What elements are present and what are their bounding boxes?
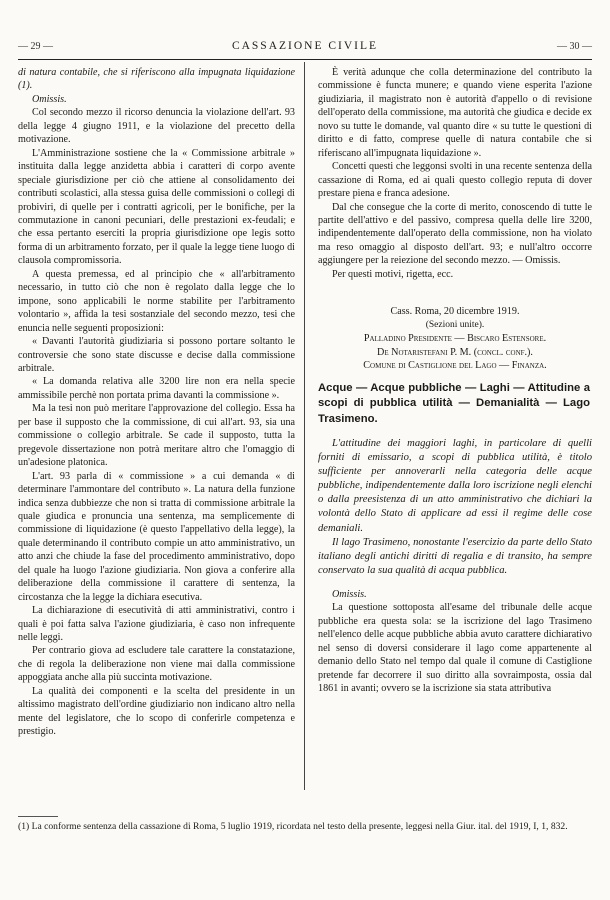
- running-title: CASSAZIONE CIVILE: [231, 40, 379, 52]
- headnote-title: Acque — Acque pubbliche — Laghi — Attitudine a scopi di pubblica utilità — Demanialità — Lago Trasimeno.: [318, 381, 590, 425]
- column-divider: [304, 62, 305, 790]
- paragraph: Col secondo mezzo il ricorso denuncia la violazione dell'art. 93 della legge 4 giugno 1911, e la violazione del precetto della motivazione.: [18, 107, 295, 146]
- footnote: [18, 821, 592, 834]
- case-court-date: Cass. Roma, 20 dicembre 1919.: [390, 306, 520, 318]
- paragraph: Per questi motivi, rigetta, ecc.: [332, 268, 454, 280]
- paragraph: La qualità dei componenti e la scelta del presidente in un altissimo magistrato dell'ordine giudiziario non indicano altro nella mente del legislatore, che lo scopo di conferirle competenza e prestigio.: [18, 685, 295, 738]
- paragraph: L'art. 93 parla di « commissione » a cui demanda « di determinare l'ammontare del contributo ». La natura della funzione indica senza dubbiezze che non si tratta di commissione arbitrale la quale giudica e pronuncia una sentenza, ma semplicemente di commissione di liquidazione (è questo l'appellativo della legge), la quale determinando il contributo compie un atto amministrativo, un atto anzi che chiude la fase del procedimento amministrativo, dopo del quale ha luogo l'azione giudiziaria. Non giova a conferire alla deliberazione della commissione il carattere di sentenza, la circostanza che la legge la dichiara esecutiva.: [18, 470, 295, 603]
- case-bench: Palladino Presidente — Biscaro Estensore.: [363, 333, 547, 345]
- quotation: « La domanda relativa alle 3200 lire non era nella specie ammissibile perchè non portata prima davanti la commissione ».: [18, 376, 295, 401]
- maxim: Il lago Trasimeno, nonostante l'esercizio da parte dello Stato italiano degli antichi diritti di regalia e di transito, ha sempre conservato la sua qualità di acqua pubblica.: [318, 536, 592, 576]
- paragraph: di natura contabile, che si riferiscono alla impugnata liquidazione (1).: [18, 67, 295, 92]
- paragraph: L'Amministrazione sostiene che la « Commissione arbitrale » instituita dalla legge anzidetta abbia i caratteri di corpo avente speciale giurisdizione per ciò che attiene al consolidamento dei contributi scolastici, alla stessa guisa delle commissioni o collegi di probiviri, di quelle per i contratti agricoli, per le bonifiche, per la commutazione in canoni pecuniari, delle prestazioni ex-feudali; e che essa pertanto eserciti la propria giurisdizione ope legis sotto forma di un arbitramento forzato, per il quale la legge tiene luogo di clausola compromissoria.: [18, 147, 295, 267]
- right-page-number: — 30 —: [557, 40, 592, 52]
- paragraph: Per contrario giova ad escludere tale carattere la constatazione, che di regola la deliberazione non viene mai dalla commissione appoggiata anche alla più succinta motivazione.: [18, 645, 295, 684]
- case-sections: (Sezioni unite).: [425, 319, 485, 330]
- omissis: Omissis.: [332, 588, 367, 600]
- omissis: Omissis.: [32, 93, 67, 105]
- case-parties: Comune di Castiglione del Lago — Finanza.: [363, 360, 547, 372]
- paragraph: Dal che consegue che la corte di merito, conoscendo di tutte le partite dell'attivo e del passivo, compresa quella delle lire 3200, indipendentemente dall'operato della commissione, non ha violato ma reso omaggio al disposto dell'art. 93; e null'altro occorre aggiungere per la reiezione del secondo mezzo. — Omissis.: [318, 201, 592, 267]
- paragraph: La dichiarazione di esecutività di atti amministrativi, contro i quali è poi fatta salva l'azione giudiziaria, è caso non infrequente nelle leggi.: [18, 605, 295, 644]
- case-prosecutor: De Notaristefani P. M. (concl. conf.).: [377, 346, 533, 358]
- right-column: [318, 66, 592, 696]
- paragraph: Ma la tesi non può meritare l'approvazione del collegio. Essa ha per base il supposto che la commissione, di cui all'art. 93, sia una commissione o collegio arbitrale. Se cade il supposto, tutta la pregevole dissertazione non potrà meritare altro che l'omaggio di un'adesione platonica.: [18, 403, 295, 469]
- footnote-text: (1) La conforme sentenza della cassazione di Roma, 5 luglio 1919, ricordata nel testo della presente, leggesi nella Giur. ital. del 1919, I, 1, 832.: [18, 821, 568, 832]
- paragraph: La questione sottoposta all'esame del tribunale delle acque pubbliche era questa sola: se la iscrizione del lago Trasimeno nell'elenco delle acque pubbliche abbia avuto carattere dichiarativo nel senso di doversi considerare il lago come appartenente al demanio dello Stato nel tempo dal quale il comune di Castiglione pretende far decorrere il suo diritto alla sovraimposta, ossia dal 1861 in avanti; ovvero se la iscrizione sia stata attributiva: [318, 602, 592, 695]
- footnote-rule: [18, 816, 58, 817]
- paragraph: È verità adunque che colla determinazione del contributo la commissione è functa munere; e quando viene esperita l'azione giudiziaria, il magistrato non è autorità d'appello o di revisione dell'operato della commissione, ma autorità che giudica e decide ex novo su tutte le domande, val quanto dire « su tutte le questioni di diritto e di fatto, comprese quelle di natura contabile che si riferiscano all'impugnata liquidazione ».: [318, 67, 592, 159]
- header-rule: [18, 59, 592, 60]
- paragraph: A questa premessa, ed al principio che « all'arbitramento necessario, in tutto ciò che non è regolato dalla legge che lo impone, sono applicabili le norme stabilite per l'arbitramento volontario », affida la tesi sostanziale del secondo mezzo, tesi che enuncia nelle seguenti proposizioni:: [18, 268, 295, 334]
- quotation: « Davanti l'autorità giudiziaria si possono portare soltanto le controversie che sono state discusse e decise dalla commissione arbitrale.: [18, 336, 295, 374]
- running-header: [18, 38, 592, 54]
- maxim: L'attitudine dei maggiori laghi, in particolare di quelli forniti di emissario, a scopi di pubblica utilità, è titolo sufficiente per annoverarli nella categoria delle acque pubbliche, indipendentemente dalla loro iscrizione negli elenchi o dalla preesistenza di un atto amministrativo che dichiari la volontà dello Stato di applicare ad essi il regime delle cose demaniali.: [318, 438, 592, 534]
- left-page-number: — 29 —: [18, 40, 53, 52]
- left-column: [18, 66, 295, 739]
- paragraph: Concetti questi che leggonsi svolti in una recente sentenza della cassazione di Roma, ed ai quali questo collegio reputa di dover prestare piena e franca adesione.: [318, 161, 592, 200]
